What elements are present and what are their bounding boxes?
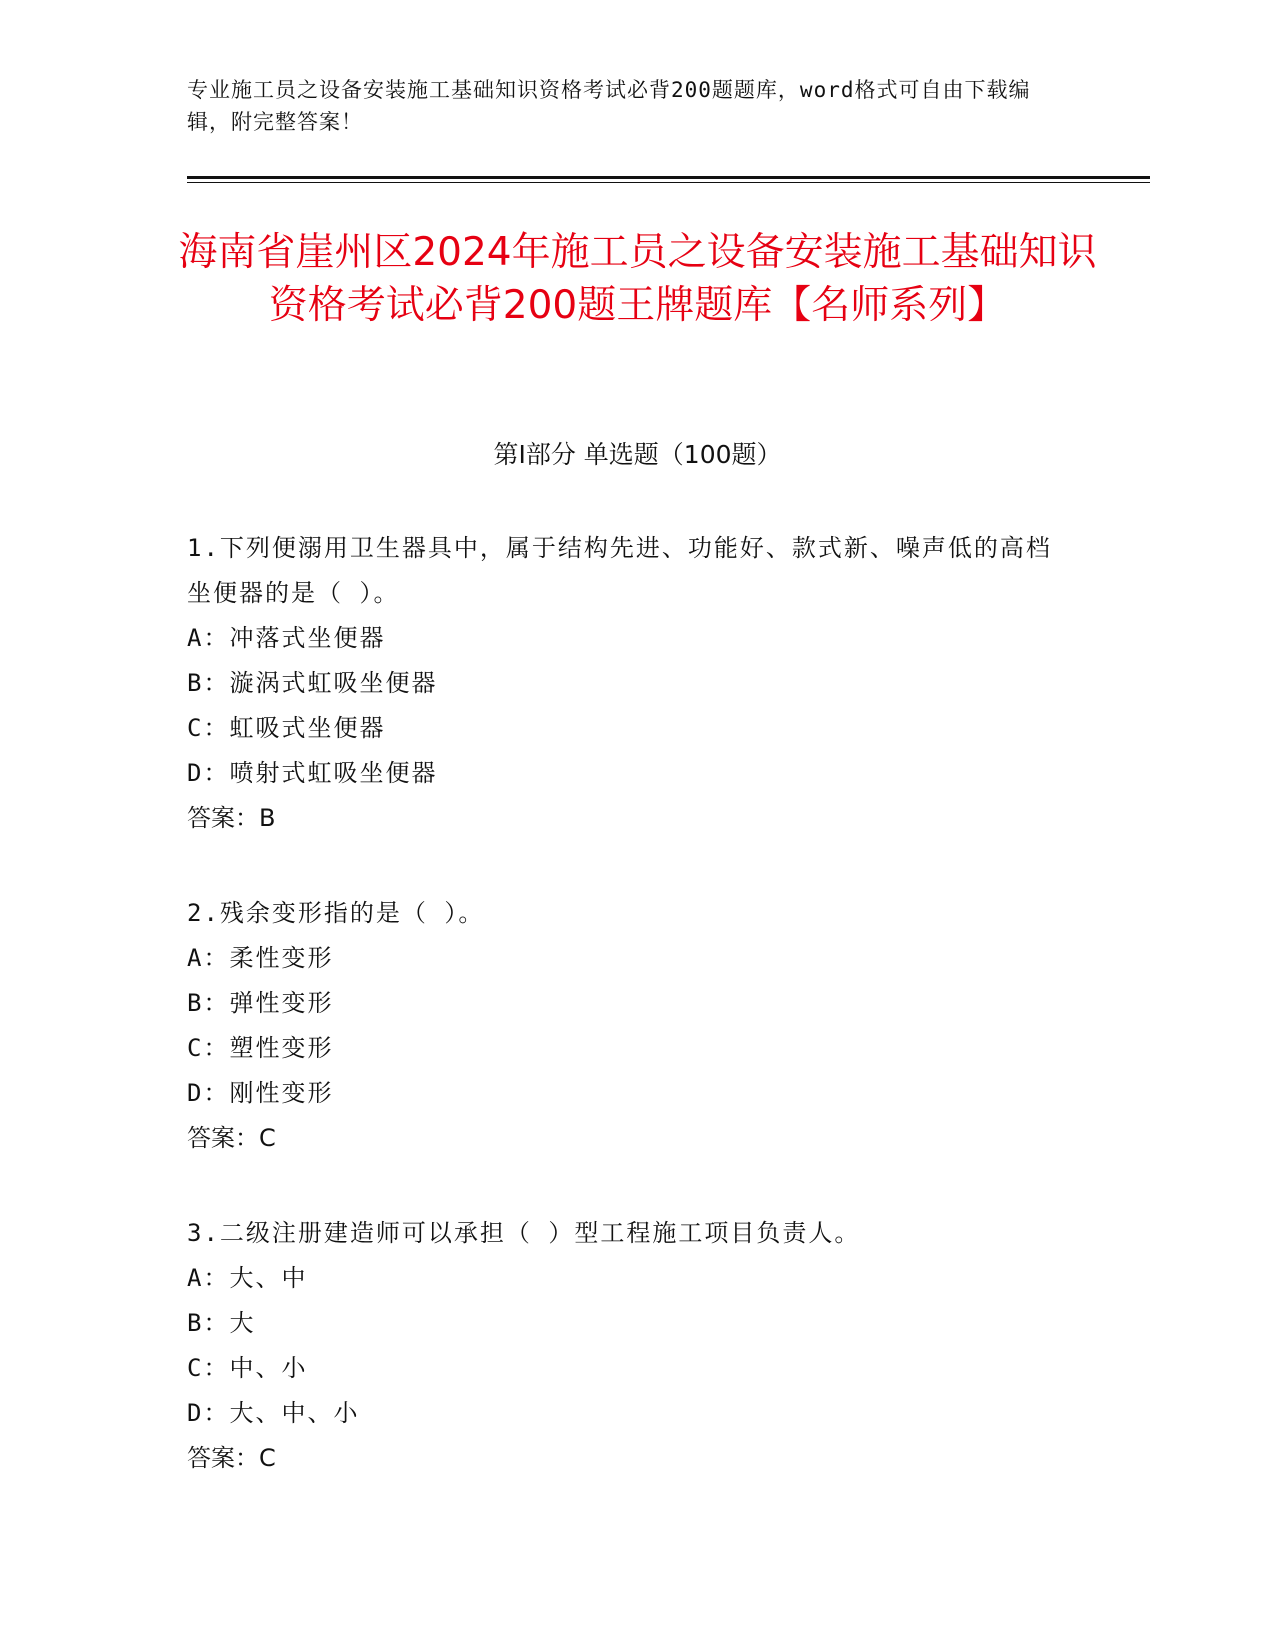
question-list [187,526,1067,1531]
option-b: B：弹性变形 [187,989,334,1017]
header-rule-thin [187,182,1150,183]
option-a: A：柔性变形 [187,944,334,972]
section-heading: 第I部分 单选题（100题） [493,440,782,469]
header-rule-thick [187,176,1150,179]
option-a: A：冲落式坐便器 [187,624,386,652]
document-title: 海南省崖州区2024年施工员之设备安装施工基础知识资格考试必背200题王牌题库【名师系列】 [178,230,1097,328]
option-c: C：中、小 [187,1354,308,1382]
question-block [187,526,1067,841]
question-block [187,1211,1067,1481]
option-a: A：大、中 [187,1264,308,1292]
answer: 答案：C [187,1124,276,1152]
question-text: 1.下列便溺用卫生器具中，属于结构先进、功能好、款式新、噪声低的高档坐便器的是（ ）。 [187,534,1052,607]
option-b: B：大 [187,1309,256,1337]
answer: 答案：C [187,1444,276,1472]
option-d: D：刚性变形 [187,1079,334,1107]
option-c: C：塑性变形 [187,1034,334,1062]
option-b: B：漩涡式虹吸坐便器 [187,669,438,697]
option-d: D：大、中、小 [187,1399,360,1427]
option-c: C：虹吸式坐便器 [187,714,386,742]
question-block [187,891,1067,1161]
question-text: 2.残余变形指的是（ ）。 [187,899,485,927]
question-text: 3.二级注册建造师可以承担（ ）型工程施工项目负责人。 [187,1219,861,1247]
header-note: 专业施工员之设备安装施工基础知识资格考试必背200题题库，word格式可自由下载编辑，附完整答案！ [187,78,1031,134]
answer: 答案：B [187,804,276,832]
option-d: D：喷射式虹吸坐便器 [187,759,438,787]
